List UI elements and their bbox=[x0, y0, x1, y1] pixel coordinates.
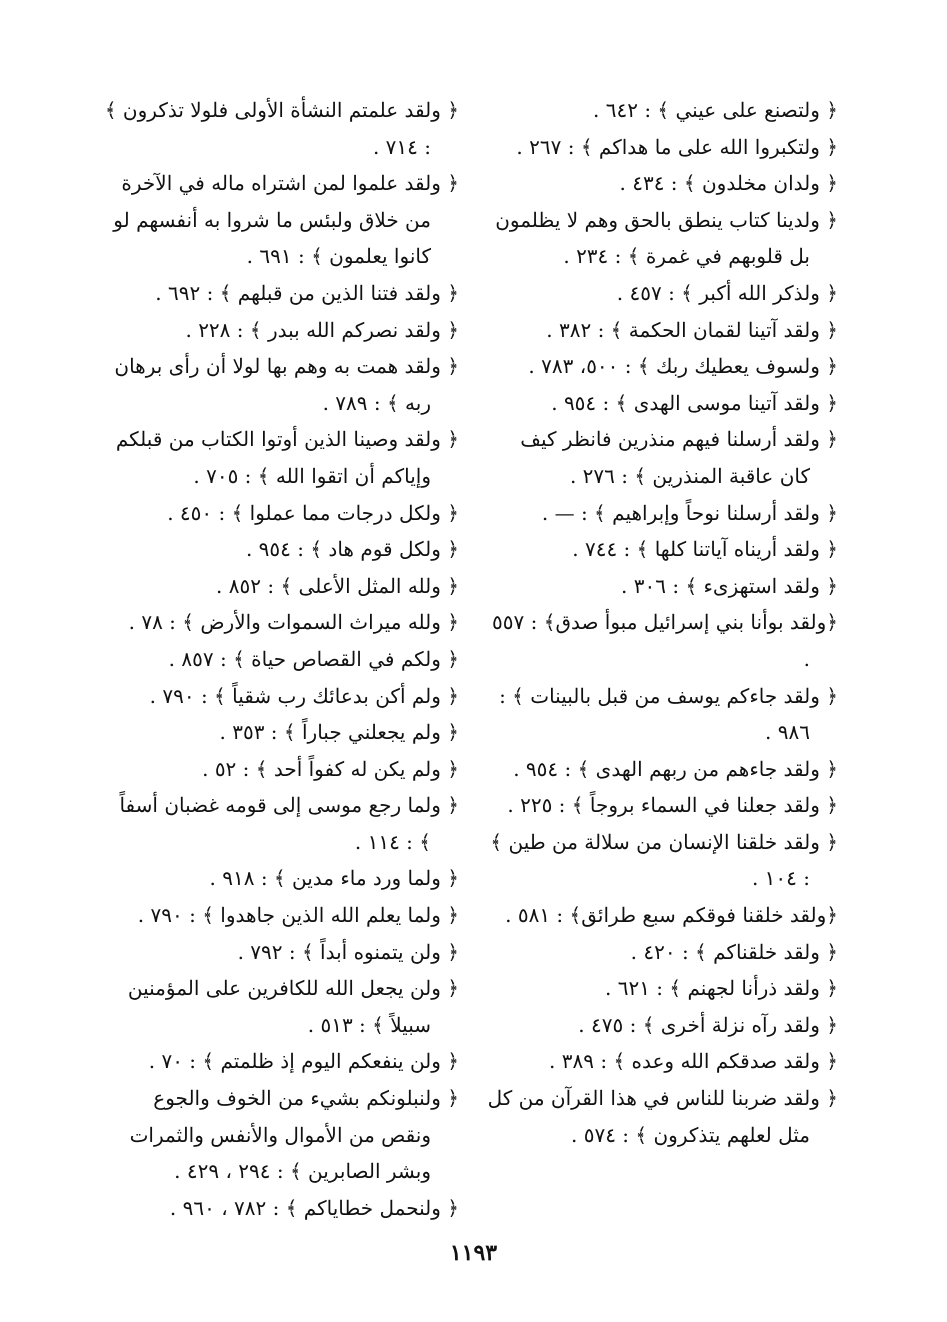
entry-text: ﴿ ولقد أرسلنا فيهم منذرين فانظر كيف كان عاقبة المنذرين ﴾ : ٢٧٦ . bbox=[520, 427, 838, 488]
entry-text: ﴿ ولقد جعلنا في السماء بروجاً ﴾ : ٢٢٥ . bbox=[507, 793, 838, 818]
entry-text: ﴿ ولنحمل خطاياكم ﴾ : ٧٨٢ ، ٩٦٠ . bbox=[169, 1195, 459, 1220]
entry-text: ﴿ ولقد ضربنا للناس في هذا القرآن من كل مثل لعلهم يتذكرون ﴾ : ٥٧٤ . bbox=[487, 1086, 838, 1147]
index-entry bbox=[103, 92, 459, 165]
index-entry bbox=[103, 714, 459, 751]
right-column bbox=[485, 92, 838, 1153]
entry-text: ﴿ ولذكر الله أكبر ﴾ : ٤٥٧ . bbox=[616, 280, 838, 305]
index-entry bbox=[103, 1080, 459, 1190]
entry-text: ﴿ ولم يجعلني جباراً ﴾ : ٣٥٣ . bbox=[219, 720, 459, 745]
entry-text: ﴿ ولم أكن بدعائك رب شقياً ﴾ : ٧٩٠ . bbox=[149, 683, 459, 708]
index-entry bbox=[103, 531, 459, 568]
entry-text: ﴿ ولقد رآه نزلة أخرى ﴾ : ٤٧٥ . bbox=[578, 1012, 838, 1037]
entry-text: ﴿ ولكم في القصاص حياة ﴾ : ٨٥٧ . bbox=[168, 646, 459, 671]
entry-text: ﴿ ولدان مخلدون ﴾ : ٤٣٤ . bbox=[619, 171, 838, 196]
entry-text: ﴿ ولقد وصينا الذين أوتوا الكتاب من قبلكم وإياكم أن اتقوا الله ﴾ : ٧٠٥ . bbox=[115, 427, 459, 488]
index-entry bbox=[485, 129, 838, 166]
index-entry bbox=[485, 348, 838, 385]
index-entry bbox=[485, 531, 838, 568]
entry-text: ﴿ ولما ورد ماء مدين ﴾ : ٩١٨ . bbox=[209, 866, 459, 891]
index-entry bbox=[485, 165, 838, 202]
index-entry bbox=[485, 92, 838, 129]
index-entry bbox=[103, 348, 459, 421]
left-column bbox=[103, 92, 459, 1226]
index-entry bbox=[103, 751, 459, 788]
index-entry bbox=[485, 970, 838, 1007]
index-entry bbox=[485, 568, 838, 605]
index-entry bbox=[103, 495, 459, 532]
index-entry bbox=[485, 678, 838, 751]
index-entry bbox=[485, 934, 838, 971]
entry-text: ﴿ ولقد نصركم الله ببدر ﴾ : ٢٢٨ . bbox=[185, 317, 459, 342]
index-entry bbox=[103, 604, 459, 641]
index-entry bbox=[485, 1080, 838, 1153]
index-entry bbox=[485, 275, 838, 312]
index-entry bbox=[103, 275, 459, 312]
index-entry bbox=[103, 165, 459, 275]
index-entry bbox=[103, 421, 459, 494]
index-entry bbox=[103, 934, 459, 971]
entry-text: ﴿ ولتصنع على عيني ﴾ : ٦٤٢ . bbox=[593, 98, 838, 122]
entry-text: ﴿ ولقد أرسلنا نوحاً وإبراهيم ﴾ : — . bbox=[541, 500, 838, 525]
entry-text: ﴿ ولله ميراث السموات والأرض ﴾ : ٧٨ . bbox=[128, 610, 459, 635]
entry-text: ﴿ولقد خلقنا فوقكم سبع طرائق﴾ : ٥٨١ . bbox=[505, 903, 838, 928]
index-entry bbox=[485, 1007, 838, 1044]
entry-text: ﴿ ولتكبروا الله على ما هداكم ﴾ : ٢٦٧ . bbox=[516, 134, 838, 159]
index-entry bbox=[485, 421, 838, 494]
index-entry bbox=[103, 641, 459, 678]
index-entry bbox=[103, 787, 459, 860]
index-entry bbox=[485, 202, 838, 275]
entry-text: ﴿ ولقد ذرأنا لجهنم ﴾ : ٦٢١ . bbox=[605, 976, 838, 1001]
entry-text: ﴿ ولما رجع موسى إلى قومه غضبان أسفاً ﴾ : ١١٤ . bbox=[119, 793, 459, 854]
index-entry bbox=[485, 495, 838, 532]
entry-text: ﴿ ولقد خلقناكم ﴾ : ٤٢٠ . bbox=[630, 939, 838, 964]
index-entry bbox=[103, 897, 459, 934]
entry-text: ﴿ ولسوف يعطيك ربك ﴾ : ٥٠٠، ٧٨٣ . bbox=[528, 354, 838, 379]
entry-text: ﴿ ولن ينفعكم اليوم إذ ظلمتم ﴾ : ٧٠ . bbox=[148, 1049, 459, 1074]
entry-text: ﴿ ولقد آتينا لقمان الحكمة ﴾ : ٣٨٢ . bbox=[546, 317, 838, 342]
entry-text: ﴿ ولكل درجات مما عملوا ﴾ : ٤٥٠ . bbox=[167, 500, 459, 525]
entry-text: ﴿ ولقد آتينا موسى الهدى ﴾ : ٩٥٤ . bbox=[551, 390, 838, 415]
index-entry bbox=[485, 897, 838, 934]
page-number: ١١٩٣ bbox=[449, 1240, 498, 1266]
index-entry bbox=[485, 604, 838, 677]
index-entry bbox=[485, 385, 838, 422]
entry-text: ﴿ ولكل قوم هاد ﴾ : ٩٥٤ . bbox=[245, 537, 459, 562]
entry-text: ﴿ ولقد فتنا الذين من قبلهم ﴾ : ٦٩٢ . bbox=[155, 280, 459, 305]
entry-text: ﴿ ولقد خلقنا الإنسان من سلالة من طين ﴾ : ١٠٤ . bbox=[490, 829, 838, 891]
entry-text: ﴿ ولقد علموا لمن اشتراه ماله في الآخرة من خلاق ولبئس ما شروا به أنفسهم لو كانوا يعلمون ﴾ : ٦٩١ . bbox=[113, 171, 459, 269]
index-entry bbox=[103, 1190, 459, 1227]
entry-text: ﴿ ولقد أريناه آياتنا كلها ﴾ : ٧٤٤ . bbox=[572, 537, 838, 562]
index-entry bbox=[485, 824, 838, 897]
entry-text: ﴿ ولله المثل الأعلى ﴾ : ٨٥٢ . bbox=[216, 573, 459, 598]
entry-text: ﴿ ولقد استهزىء ﴾ : ٣٠٦ . bbox=[621, 573, 838, 598]
entry-text: ﴿ ولنبلونكم بشيء من الخوف والجوع ونقص من الأموال والأنفس والثمرات وبشر الصابرين ﴾ : ٢٩٤ ، ٤٢٩ . bbox=[129, 1086, 459, 1184]
entry-text: ﴿ ولم يكن له كفواً أحد ﴾ : ٥٢ . bbox=[202, 756, 459, 781]
index-entry bbox=[485, 312, 838, 349]
entry-text: ﴿ ولقد صدقكم الله وعده ﴾ : ٣٨٩ . bbox=[549, 1049, 838, 1074]
entry-text: ﴿ ولما يعلم الله الذين جاهدوا ﴾ : ٧٩٠ . bbox=[137, 903, 459, 928]
entry-text: ﴿ ولن يتمنوه أبداً ﴾ : ٧٩٢ . bbox=[237, 939, 459, 964]
index-entry bbox=[103, 568, 459, 605]
entry-text: ﴿ ولدينا كتاب ينطق بالحق وهم لا يظلمون بل قلوبهم في غمرة ﴾ : ٢٣٤ . bbox=[495, 207, 838, 269]
entry-text: ﴿ ولقد جاءكم يوسف من قبل بالبينات ﴾ : ٩٨٦ . bbox=[499, 683, 838, 745]
index-entry bbox=[103, 312, 459, 349]
entry-text: ﴿ولقد بوأنا بني إسرائيل مبوأ صدق﴾ : ٥٥٧ . bbox=[492, 610, 838, 671]
entry-text: ﴿ ولقد جاءهم من ربهم الهدى ﴾ : ٩٥٤ . bbox=[513, 756, 838, 781]
index-entry bbox=[485, 1043, 838, 1080]
index-entry bbox=[103, 970, 459, 1043]
entry-text: ﴿ ولقد علمتم النشأة الأولى فلولا تذكرون ﴾ : ٧١٤ . bbox=[104, 98, 459, 159]
entry-text: ﴿ ولن يجعل الله للكافرين على المؤمنين سبيلاً ﴾ : ٥١٣ . bbox=[127, 976, 459, 1037]
index-entry bbox=[485, 751, 838, 788]
index-entry bbox=[103, 1043, 459, 1080]
index-entry bbox=[103, 678, 459, 715]
entry-text: ﴿ ولقد همت به وهم بها لولا أن رأى برهان ربه ﴾ : ٧٨٩ . bbox=[114, 354, 459, 415]
index-entry bbox=[103, 860, 459, 897]
index-entry bbox=[485, 787, 838, 824]
